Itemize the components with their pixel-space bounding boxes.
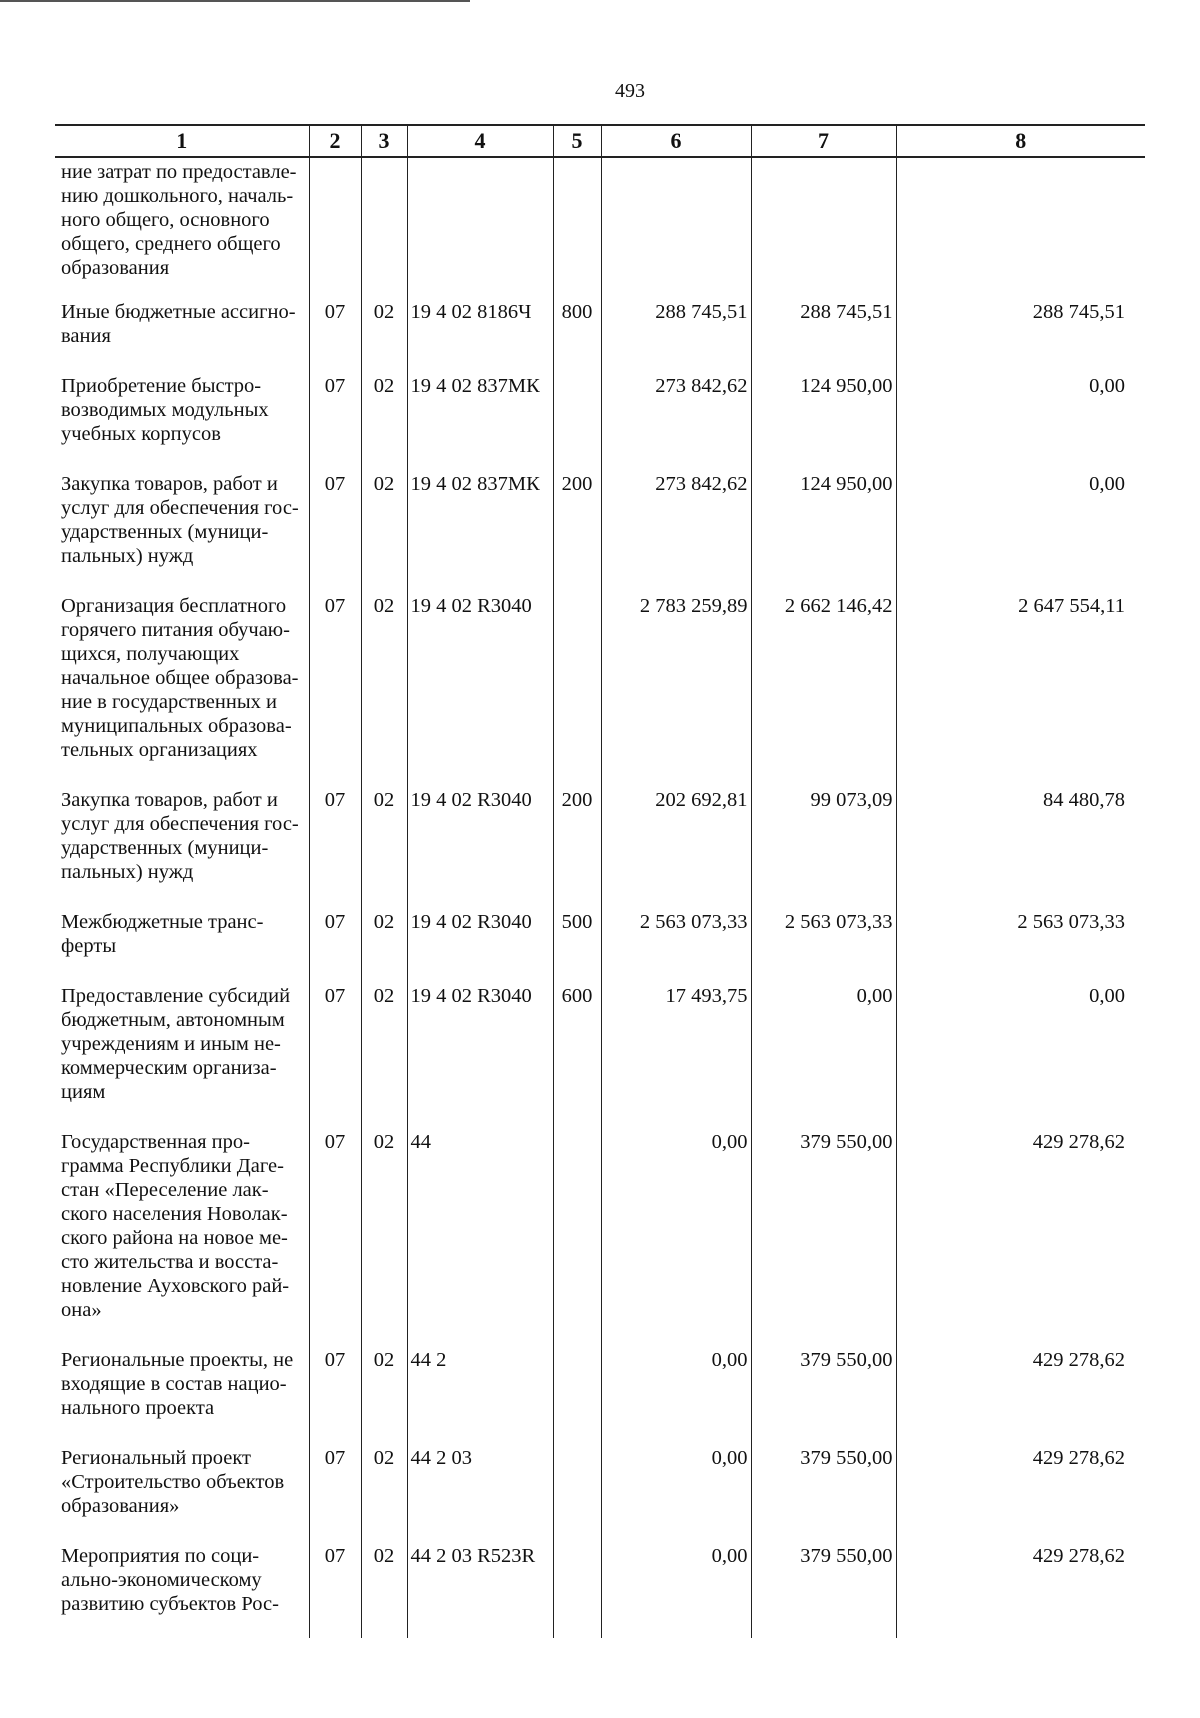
row-name-cell: Межбюджетные транс- ферты	[61, 911, 264, 957]
section-code-cell: 07	[309, 904, 361, 978]
amount-cell-col7: 288 745,51	[751, 294, 896, 368]
section-code-cell: 07	[309, 1124, 361, 1342]
row-name-cell: Организация бесплатного горячего питания обучаю- щихся, получающих начальное общее образова- ние в государственных и муниципальных образова- тельных организациях	[61, 595, 299, 761]
target-article-cell: 19 4 02 837МК	[407, 368, 553, 466]
table-row	[55, 978, 1145, 1124]
row-name-cell: ние затрат по предоставле- нию дошкольного, началь- ного общего, основного общего, среднего общего образования	[61, 161, 297, 279]
target-article-cell: 44 2 03 R523R	[407, 1538, 553, 1638]
row-name-cell: Предоставление субсидий бюджетным, автономным учреждениям и иным не- коммерческим организа- циям	[61, 985, 291, 1103]
expense-type-cell	[553, 1342, 601, 1440]
table-row	[55, 294, 1145, 368]
subsection-code-cell: 02	[361, 588, 407, 782]
amount-cell-col8: 0,00	[896, 466, 1145, 588]
amount-cell-col6: 17 493,75	[601, 978, 751, 1124]
page-number: 493	[615, 80, 645, 102]
section-code-cell: 07	[309, 1538, 361, 1638]
amount-cell-col8: 84 480,78	[896, 782, 1145, 904]
amount-cell-col7: 0,00	[751, 978, 896, 1124]
amount-cell-col7: 99 073,09	[751, 782, 896, 904]
subsection-code-cell: 02	[361, 466, 407, 588]
table-row	[55, 782, 1145, 904]
amount-cell-col8: 429 278,62	[896, 1342, 1145, 1440]
amount-cell-col7: 379 550,00	[751, 1342, 896, 1440]
table-row	[55, 1440, 1145, 1538]
table-body	[55, 157, 1145, 1638]
column-header: 8	[896, 125, 1145, 157]
row-name-cell: Региональные проекты, не входящие в состав нацио- нального проекта	[61, 1349, 294, 1419]
target-article-cell: 19 4 02 R3040	[407, 904, 553, 978]
expense-type-cell	[553, 588, 601, 782]
section-code-cell: 07	[309, 782, 361, 904]
amount-cell-col6	[601, 157, 751, 294]
row-name-cell: Государственная про- грамма Республики Даге- стан «Переселение лак- ского населения Новолак- ского района на новое ме- сто жительства и восста- новление Ауховского рай- она»	[61, 1131, 290, 1321]
row-name-cell: Приобретение быстро- возводимых модульных учебных корпусов	[61, 375, 269, 445]
amount-cell-col7: 379 550,00	[751, 1124, 896, 1342]
table-row	[55, 1124, 1145, 1342]
header-row	[55, 125, 1145, 157]
subsection-code-cell: 02	[361, 782, 407, 904]
amount-cell-col6: 202 692,81	[601, 782, 751, 904]
expense-type-cell	[553, 1124, 601, 1342]
amount-cell-col8: 429 278,62	[896, 1538, 1145, 1638]
amount-cell-col6: 288 745,51	[601, 294, 751, 368]
subsection-code-cell: 02	[361, 1342, 407, 1440]
subsection-code-cell: 02	[361, 294, 407, 368]
section-code-cell: 07	[309, 588, 361, 782]
amount-cell-col7: 379 550,00	[751, 1538, 896, 1638]
target-article-cell: 44	[407, 1124, 553, 1342]
expense-type-cell	[553, 157, 601, 294]
expense-type-cell: 200	[553, 466, 601, 588]
amount-cell-col8: 429 278,62	[896, 1440, 1145, 1538]
amount-cell-col8: 288 745,51	[896, 294, 1145, 368]
column-header: 7	[751, 125, 896, 157]
target-article-cell: 19 4 02 R3040	[407, 782, 553, 904]
section-code-cell: 07	[309, 368, 361, 466]
target-article-cell	[407, 157, 553, 294]
amount-cell-col6: 0,00	[601, 1440, 751, 1538]
section-code-cell: 07	[309, 1342, 361, 1440]
row-name-cell: Закупка товаров, работ и услуг для обеспечения гос- ударственных (муници- пальных) нужд	[61, 789, 299, 883]
amount-cell-col6: 2 783 259,89	[601, 588, 751, 782]
amount-cell-col8: 2 647 554,11	[896, 588, 1145, 782]
expense-type-cell	[553, 1440, 601, 1538]
amount-cell-col7: 2 563 073,33	[751, 904, 896, 978]
table-row	[55, 368, 1145, 466]
section-code-cell: 07	[309, 978, 361, 1124]
budget-table	[55, 124, 1145, 1638]
column-header: 1	[55, 125, 309, 157]
subsection-code-cell: 02	[361, 1440, 407, 1538]
expense-type-cell: 800	[553, 294, 601, 368]
amount-cell-col6: 2 563 073,33	[601, 904, 751, 978]
column-header: 5	[553, 125, 601, 157]
table-row	[55, 157, 1145, 294]
amount-cell-col8	[896, 157, 1145, 294]
subsection-code-cell: 02	[361, 368, 407, 466]
amount-cell-col8: 0,00	[896, 978, 1145, 1124]
column-header: 3	[361, 125, 407, 157]
section-code-cell: 07	[309, 1440, 361, 1538]
table-row	[55, 1342, 1145, 1440]
section-code-cell	[309, 157, 361, 294]
expense-type-cell	[553, 368, 601, 466]
amount-cell-col8: 429 278,62	[896, 1124, 1145, 1342]
table-row	[55, 588, 1145, 782]
amount-cell-col6: 0,00	[601, 1124, 751, 1342]
amount-cell-col8: 2 563 073,33	[896, 904, 1145, 978]
section-code-cell: 07	[309, 466, 361, 588]
subsection-code-cell	[361, 157, 407, 294]
column-header: 6	[601, 125, 751, 157]
target-article-cell: 19 4 02 R3040	[407, 978, 553, 1124]
subsection-code-cell: 02	[361, 1538, 407, 1638]
expense-type-cell: 200	[553, 782, 601, 904]
amount-cell-col7: 379 550,00	[751, 1440, 896, 1538]
column-header: 2	[309, 125, 361, 157]
table-row	[55, 904, 1145, 978]
subsection-code-cell: 02	[361, 904, 407, 978]
amount-cell-col6: 273 842,62	[601, 466, 751, 588]
row-name-cell: Мероприятия по соци- ально-экономическому развитию субъектов Рос-	[61, 1545, 279, 1615]
target-article-cell: 44 2	[407, 1342, 553, 1440]
row-name-cell: Региональный проект «Строительство объектов образования»	[61, 1447, 285, 1517]
amount-cell-col6: 0,00	[601, 1538, 751, 1638]
target-article-cell: 19 4 02 8186Ч	[407, 294, 553, 368]
table-row	[55, 1538, 1145, 1638]
expense-type-cell	[553, 1538, 601, 1638]
section-code-cell: 07	[309, 294, 361, 368]
top-rule	[0, 0, 470, 2]
target-article-cell: 44 2 03	[407, 1440, 553, 1538]
amount-cell-col7: 124 950,00	[751, 368, 896, 466]
expense-type-cell: 600	[553, 978, 601, 1124]
amount-cell-col6: 0,00	[601, 1342, 751, 1440]
table-row	[55, 466, 1145, 588]
row-name-cell: Закупка товаров, работ и услуг для обеспечения гос- ударственных (муници- пальных) нужд	[61, 473, 299, 567]
expense-type-cell: 500	[553, 904, 601, 978]
amount-cell-col8: 0,00	[896, 368, 1145, 466]
subsection-code-cell: 02	[361, 978, 407, 1124]
subsection-code-cell: 02	[361, 1124, 407, 1342]
amount-cell-col7	[751, 157, 896, 294]
amount-cell-col7: 2 662 146,42	[751, 588, 896, 782]
amount-cell-col6: 273 842,62	[601, 368, 751, 466]
row-name-cell: Иные бюджетные ассигно- вания	[61, 301, 296, 347]
amount-cell-col7: 124 950,00	[751, 466, 896, 588]
column-header: 4	[407, 125, 553, 157]
target-article-cell: 19 4 02 837МК	[407, 466, 553, 588]
target-article-cell: 19 4 02 R3040	[407, 588, 553, 782]
